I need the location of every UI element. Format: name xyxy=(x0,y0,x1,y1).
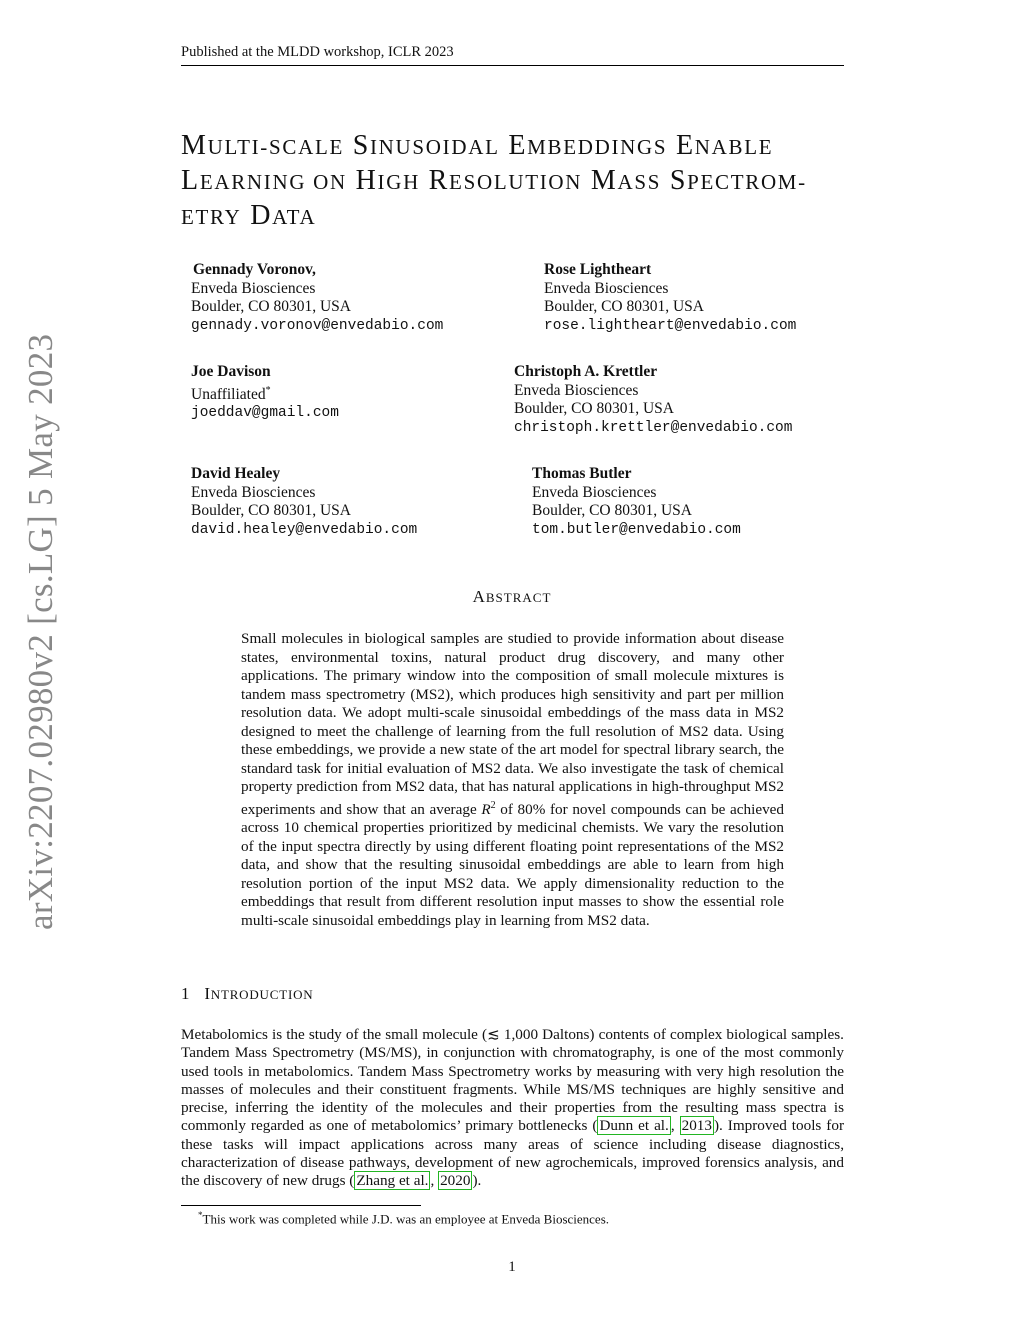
citation-link[interactable]: 2013 xyxy=(681,1117,712,1135)
author-block: Rose Lightheart Enveda Biosciences Boulder, CO 80301, USA rose.lightheart@envedabio.com xyxy=(544,261,797,334)
citation-link[interactable]: Dunn et al. xyxy=(599,1117,669,1135)
arxiv-identifier: arXiv:2207.02980v2 [cs.LG] 5 May 2023 xyxy=(21,333,60,930)
author-block: Christoph A. Krettler Enveda Biosciences Boulder, CO 80301, USA christoph.krettler@envedabio.com xyxy=(514,363,793,436)
author-email: christoph.krettler@envedabio.com xyxy=(514,419,793,436)
author-block: Thomas Butler Enveda Biosciences Boulder, CO 80301, USA tom.butler@envedabio.com xyxy=(532,465,741,538)
page-number: 1 xyxy=(508,1259,516,1275)
author-name: Joe Davison xyxy=(191,363,271,380)
citation-link[interactable]: Zhang et al. xyxy=(356,1172,429,1190)
introduction-paragraph: Metabolomics is the study of the small molecule (≲ 1,000 Daltons) contents of complex biological samples. Tandem Mass Spectrometry (MS/MS), in conjunction with chromatography, is one of the most commonly used tools in metabolomics. Tandem Mass Spectrometry works by measuring with very high resolution the masses of molecules and their constituent fragments. While MS/MS techniques are highly sensitive and precise, inferring the identity of the molecules and their properties from the resulting mass spectra is commonly regarded as one of metabolomics’ primary bottlenecks ( Dunn et al. , 2013 ). Improved tools for these tasks will impact applications across many areas of science including disease diagnostics, characterization of disease pathways, development of new agrochemicals, improved forensics analysis, and the discovery of new drugs ( Zhang et al. , 2020 ). xyxy=(181,1026,844,1190)
author-name: David Healey xyxy=(191,465,281,482)
author-name: Gennady Voronov, xyxy=(193,261,316,278)
author-name: Rose Lightheart xyxy=(544,261,652,278)
abstract-body: Small molecules in biological samples are studied to provide information about disease states, environmental toxins, natural product drug discovery, and many other applications. The primary window into the composition of small molecule mixtures is tandem mass spectrometry (MS2), which produces high sensitivity and part per million resolution data. We adopt multi-scale sinusoidal embeddings of the mass data in MS2 designed to meet the challenge of learning from the full resolution of MS2 data. Using these embeddings, we provide a new state of the art model for spectral library search, the standard task for initial evaluation of MS2 data. We also investigate the task of chemical property prediction from MS2 data, that has natural applications in high-throughput MS2 experiments and show that an average $R^2$ of 80% for novel compounds can be achieved across 10 chemical properties prioritized by medicinal chemists. We vary the resolution of the input spectra directly by using different floating point representations of the MS2 data, and show that the resulting sinusoidal embeddings are able to learn from high resolution portion of the input MS2 data. We apply dimensionality reduction to the embeddings that result from different resolution input masses to show the essential role multi-scale sinusoidal embeddings play in learning from MS2 data. xyxy=(241,630,784,929)
author-email: gennady.voronov@envedabio.com xyxy=(191,317,444,334)
footnote-rule xyxy=(181,1205,421,1206)
running-header: Published at the MLDD workshop, ICLR 2023 xyxy=(181,44,454,60)
author-block: Joe Davison Unaffiliated* joeddav@gmail.com xyxy=(191,363,339,422)
author-email: tom.butler@envedabio.com xyxy=(532,521,741,538)
author-email: rose.lightheart@envedabio.com xyxy=(544,317,797,334)
author-email: joeddav@gmail.com xyxy=(191,405,339,422)
header-rule xyxy=(181,65,844,66)
paper-title: MULTI-SCALE SINUSOIDAL EMBEDDINGS ENABLE LEARNING ON HIGH RESOLUTION MASS SPECTROM- ETRY DATA xyxy=(181,130,807,231)
footnote: *This work was completed while J.D. was an employee at Enveda Biosciences. xyxy=(198,1210,609,1227)
author-block: Gennady Voronov, Enveda Biosciences Boulder, CO 80301, USA gennady.voronov@envedabio.com xyxy=(191,261,444,334)
author-name: Thomas Butler xyxy=(532,465,632,482)
author-name: Christoph A. Krettler xyxy=(514,363,658,380)
citation-link[interactable]: 2020 xyxy=(440,1172,471,1190)
author-block: David Healey Enveda Biosciences Boulder, CO 80301, USA david.healey@envedabio.com xyxy=(191,465,418,538)
author-email: david.healey@envedabio.com xyxy=(191,521,418,538)
abstract-heading: ABSTRACT xyxy=(472,587,552,606)
section-heading-introduction: 1 INTRODUCTION xyxy=(181,984,314,1003)
